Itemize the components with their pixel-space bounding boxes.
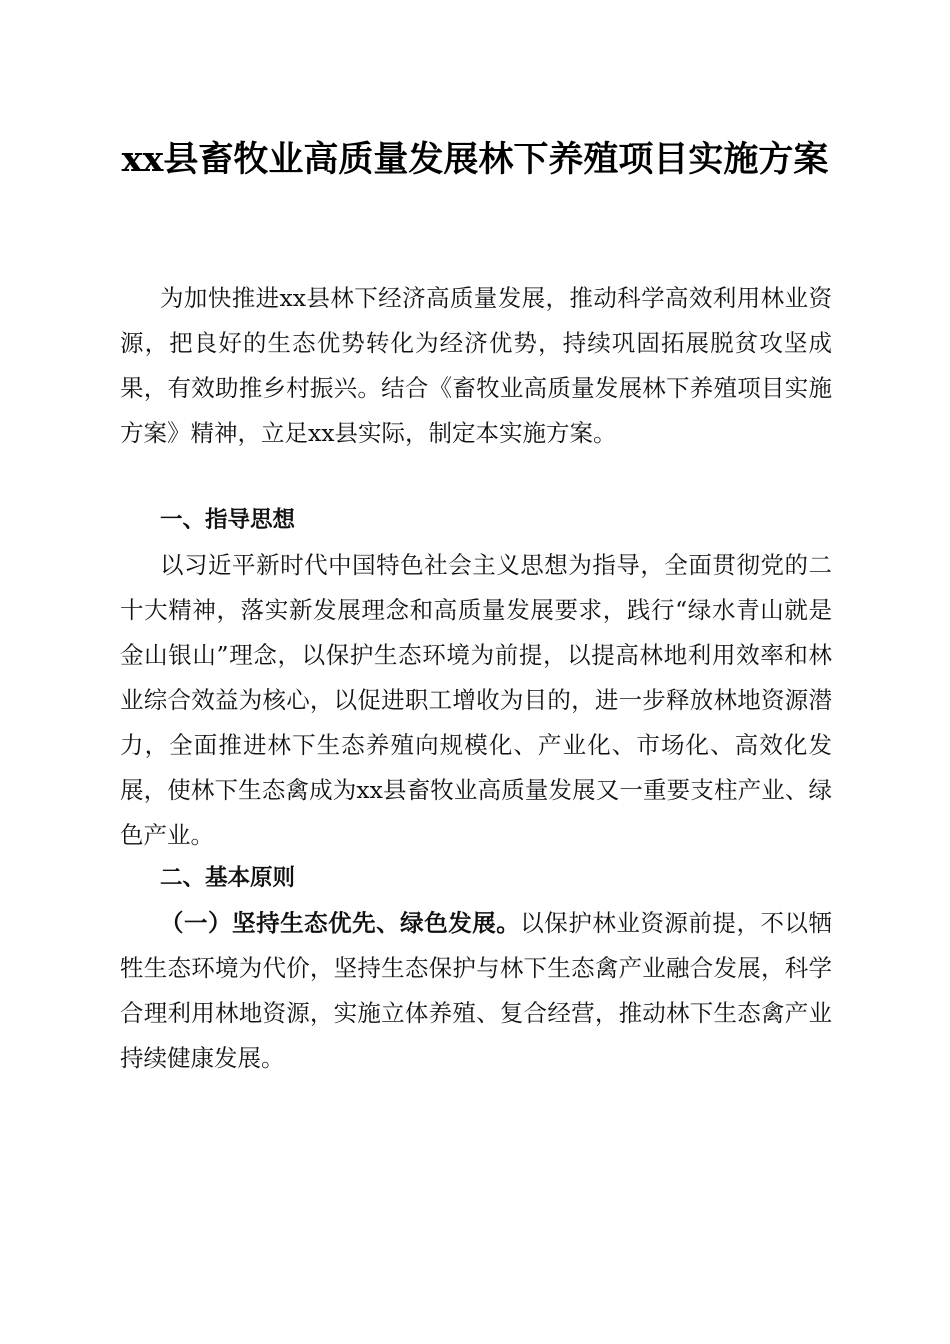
- section1-paragraph: 以习近平新时代中国特色社会主义思想为指导，全面贯彻党的二十大精神，落实新发展理念和高质量发展要求，践行“绿水青山就是金山银山”理念，以保护生态环境为前提，以提高林地利用效率和林业综合效益为核心，以促进职工增收为目的，进一步释放林地资源潜力，全面推进林下生态养殖向规模化、产业化、市场化、高效化发展，使林下生态禽成为xx县畜牧业高质量发展又一重要支柱产业、绿色产业。: [120, 551, 832, 849]
- principle-1-paragraph: [120, 901, 832, 1081]
- section2-heading: 二、基本原则: [160, 865, 296, 891]
- document-title: xx县畜牧业高质量发展林下养殖项目实施方案: [121, 139, 829, 180]
- intro-paragraph: 为加快推进xx县林下经济高质量发展，推动科学高效利用林业资源，把良好的生态优势转化为经济优势，持续巩固拓展脱贫攻坚成果，有效助推乡村振兴。结合《畜牧业高质量发展林下养殖项目实施方案》精神，立足xx县实际，制定本实施方案。: [120, 284, 832, 447]
- principle-1-heading: （一）坚持生态优先、绿色发展。: [160, 909, 521, 937]
- section1-heading: 一、指导思想: [160, 507, 296, 533]
- principle-1-body: 以保护林业资源前提，不以牺牲生态环境为代价，坚持生态保护与林下生态禽产业融合发展，科学合理利用林地资源，实施立体养殖、复合经营，推动林下生态禽产业持续健康发展。: [120, 909, 833, 1072]
